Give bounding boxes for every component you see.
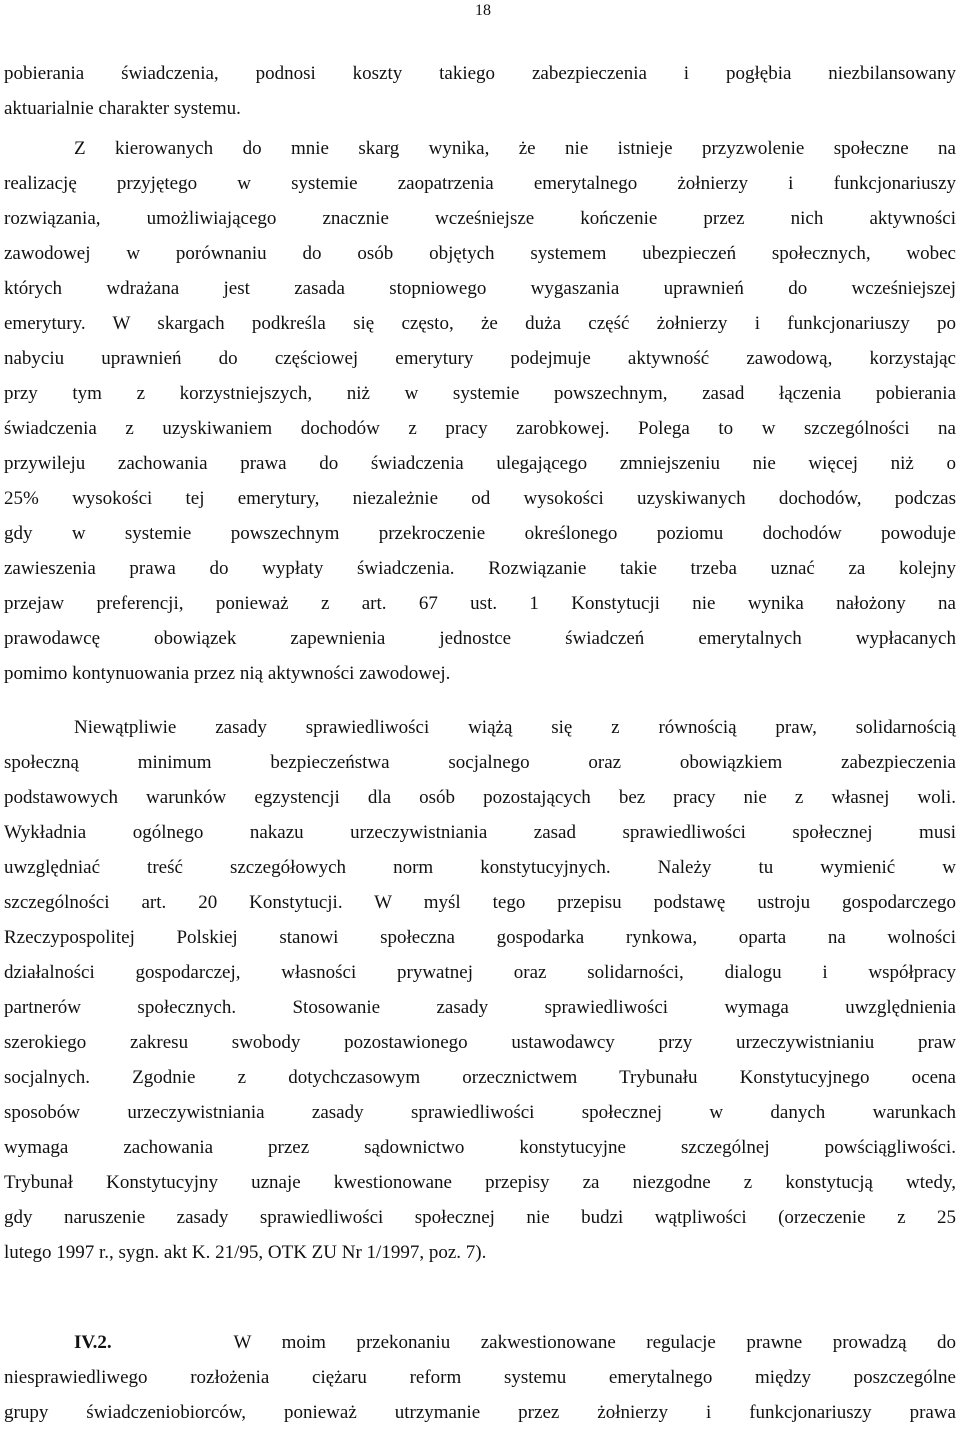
text-line: świadczenia z uzyskiwaniem dochodów z pracy zarobkowej. Polega to w szczególności na: [4, 418, 956, 439]
text-line: wymaga zachowania przez sądownictwo konstytucyjne szczególnej powściągliwości.: [4, 1137, 956, 1158]
text-line: Trybunał Konstytucyjny uznaje kwestionowane przepisy za niezgodne z konstytucją wtedy,: [4, 1172, 956, 1193]
text-line: szczególności art. 20 Konstytucji. W myśl tego przepisu podstawę ustroju gospodarczego: [4, 892, 956, 913]
text-line: zawieszenia prawa do wypłaty świadczenia. Rozwiązanie takie trzeba uznać za kolejny: [4, 558, 956, 579]
text-line-content: W moim przekonaniu zakwestionowane regulacje prawne prowadzą do: [233, 1332, 956, 1353]
text-line: działalności gospodarczej, własności prywatnej oraz solidarności, dialogu i współpracy: [4, 962, 956, 983]
text-line: społeczną minimum bezpieczeństwa socjalnego oraz obowiązkiem zabezpieczenia: [4, 752, 956, 773]
page-number: 18: [475, 2, 491, 19]
text-line: gdy naruszenie zasady sprawiedliwości społecznej nie budzi wątpliwości (orzeczenie z 25: [4, 1207, 956, 1228]
text-line: przywileju zachowania prawa do świadczenia ulegającego zmniejszeniu nie więcej niż o: [4, 453, 956, 474]
text-line: [4, 1325, 956, 1360]
text-line: niesprawiedliwego rozłożenia ciężaru reform systemu emerytalnego między poszczególne: [4, 1367, 956, 1388]
paragraph-2: [4, 131, 956, 691]
text-line: realizację przyjętego w systemie zaopatrzenia emerytalnego żołnierzy i funkcjonariuszy: [4, 173, 956, 194]
text-line: grupy świadczeniobiorców, ponieważ utrzymanie przez żołnierzy i funkcjonariuszy prawa: [4, 1402, 956, 1423]
paragraph-4: [4, 1325, 956, 1430]
text-line: Wykładnia ogólnego nakazu urzeczywistniania zasad sprawiedliwości społecznej musi: [4, 822, 956, 843]
text-line: przejaw preferencji, ponieważ z art. 67 ust. 1 Konstytucji nie wynika nałożony na: [4, 593, 956, 614]
text-line: przy tym z korzystniejszych, niż w systemie powszechnym, zasad łączenia pobierania: [4, 383, 956, 404]
text-line: których wdrażana jest zasada stopniowego wygaszania uprawnień do wcześniejszej: [4, 278, 956, 299]
text-line: szerokiego zakresu swobody pozostawionego ustawodawcy przy urzeczywistnianiu praw: [4, 1032, 956, 1053]
text-line: aktuarialnie charakter systemu.: [4, 98, 241, 119]
text-line: prawodawcę obowiązek zapewnienia jednostce świadczeń emerytalnych wypłacanych: [4, 628, 956, 649]
text-line: sposobów urzeczywistniania zasady sprawiedliwości społecznej w danych warunkach: [4, 1102, 956, 1123]
text-line: Z kierowanych do mnie skarg wynika, że nie istnieje przyzwolenie społeczne na: [74, 138, 956, 159]
text-line: emerytury. W skargach podkreśla się często, że duża część żołnierzy i funkcjonariuszy po: [4, 313, 956, 334]
section-number: IV.2.: [74, 1332, 112, 1353]
text-line: 25% wysokości tej emerytury, niezależnie od wysokości uzyskiwanych dochodów, podczas: [4, 488, 956, 509]
text-line: uwzględniać treść szczegółowych norm konstytucyjnych. Należy tu wymienić w: [4, 857, 956, 878]
text-line: zawodowej w porównaniu do osób objętych systemem ubezpieczeń społecznych, wobec: [4, 243, 956, 264]
text-line: socjalnych. Zgodnie z dotychczasowym orzecznictwem Trybunału Konstytucyjnego ocena: [4, 1067, 956, 1088]
text-line: partnerów społecznych. Stosowanie zasady sprawiedliwości wymaga uwzględnienia: [4, 997, 956, 1018]
text-line: gdy w systemie powszechnym przekroczenie określonego poziomu dochodów powoduje: [4, 523, 956, 544]
paragraph-3: [4, 710, 956, 1270]
text-line: nabyciu uprawnień do częściowej emerytury podejmuje aktywność zawodową, korzystając: [4, 348, 956, 369]
text-line: lutego 1997 r., sygn. akt K. 21/95, OTK ZU Nr 1/1997, poz. 7).: [4, 1242, 487, 1263]
text-line: pomimo kontynuowania przez nią aktywności zawodowej.: [4, 663, 451, 684]
text-line: rozwiązania, umożliwiającego znacznie wcześniejsze kończenie przez nich aktywności: [4, 208, 956, 229]
text-line: Niewątpliwie zasady sprawiedliwości wiążą się z równością praw, solidarnością: [74, 717, 956, 738]
text-line: pobierania świadczenia, podnosi koszty takiego zabezpieczenia i pogłębia niezbilansowany: [4, 63, 956, 84]
text-line: Rzeczypospolitej Polskiej stanowi społeczna gospodarka rynkowa, oparta na wolności: [4, 927, 956, 948]
paragraph-1: [4, 56, 956, 126]
text-line: podstawowych warunków egzystencji dla osób pozostających bez pracy nie z własnej woli.: [4, 787, 956, 808]
